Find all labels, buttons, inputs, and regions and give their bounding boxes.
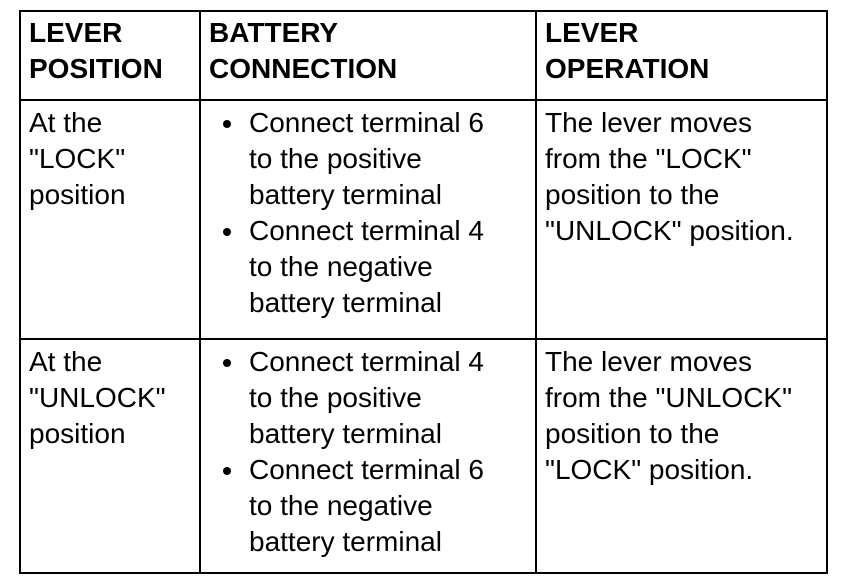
- header-lever-operation: [536, 11, 827, 100]
- connection-step: Connect terminal 4 to the negative battery terminal: [209, 213, 527, 321]
- connection-list: [209, 105, 527, 321]
- header-lever-position: [20, 11, 200, 100]
- connection-step: Connect terminal 6 to the negative battery terminal: [209, 452, 527, 560]
- table-row: [20, 339, 827, 573]
- lever-battery-table: [19, 10, 828, 574]
- header-lever-position-label: LEVER POSITION: [29, 17, 163, 84]
- lever-operation-text: The lever moves from the "LOCK" position to the "UNLOCK" position.: [545, 107, 794, 246]
- cell-lever-operation: [536, 100, 827, 339]
- cell-battery-connection: [200, 339, 536, 573]
- header-battery-connection-label: BATTERY CONNECTION: [209, 17, 398, 84]
- table-header-row: [20, 11, 827, 100]
- connection-step: Connect terminal 6 to the positive battery terminal: [209, 105, 527, 213]
- cell-lever-operation: [536, 339, 827, 573]
- lever-position-text: At the "LOCK" position: [29, 107, 126, 210]
- table-row: [20, 100, 827, 339]
- header-lever-operation-label: LEVER OPERATION: [545, 17, 710, 84]
- lever-position-text: At the "UNLOCK" position: [29, 346, 166, 449]
- lever-operation-text: The lever moves from the "UNLOCK" position to the "LOCK" position.: [545, 346, 793, 485]
- cell-battery-connection: [200, 100, 536, 339]
- cell-lever-position: [20, 339, 200, 573]
- connection-list: [209, 344, 527, 560]
- connection-step: Connect terminal 4 to the positive battery terminal: [209, 344, 527, 452]
- header-battery-connection: [200, 11, 536, 100]
- cell-lever-position: [20, 100, 200, 339]
